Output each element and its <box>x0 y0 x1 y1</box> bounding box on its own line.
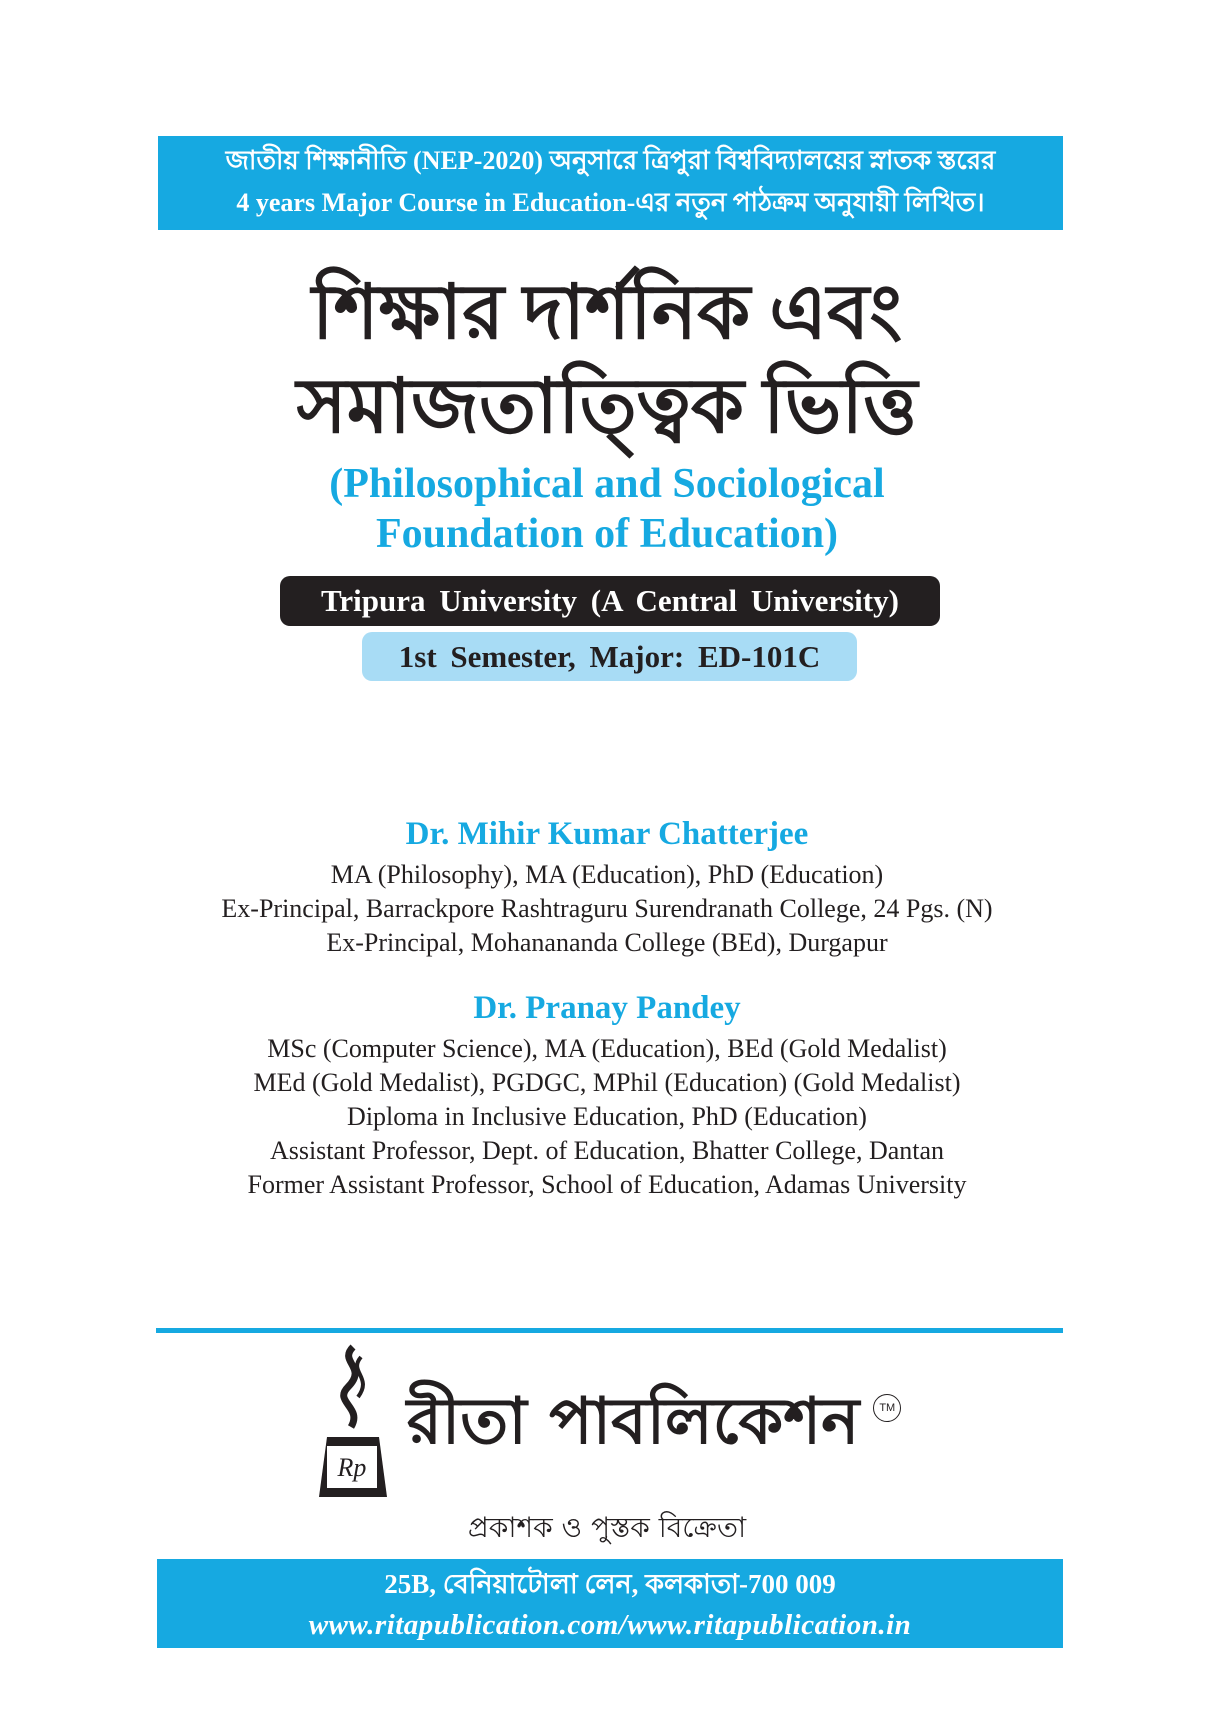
author-credential: MEd (Gold Medalist), PGDGC, MPhil (Education) (Gold Medalist) <box>253 1068 961 1097</box>
author-credential: Diploma in Inclusive Education, PhD (Education) <box>347 1102 867 1131</box>
english-title-line-1: (Philosophical and Sociological <box>329 461 885 507</box>
publisher-address: 25B, বেনিয়াটোলা লেন, কলকাতা-700 009 <box>384 1569 836 1599</box>
book-title-bengali <box>0 266 1214 454</box>
divider <box>156 1328 1063 1333</box>
university-badge: Tripura University (A Central University) <box>280 576 940 626</box>
svg-text:Rp: Rp <box>337 1453 367 1482</box>
banner-line-2: 4 years Major Course in Education-এর নতুন পাঠক্রম অনুযায়ী লিখিত। <box>236 188 985 217</box>
author-credential: Ex-Principal, Barrackpore Rashtraguru Surendranath College, 24 Pgs. (N) <box>221 894 993 923</box>
author-credential: Former Assistant Professor, School of Education, Adamas University <box>247 1170 967 1199</box>
author-credential: MA (Philosophy), MA (Education), PhD (Education) <box>330 860 884 889</box>
book-title-english <box>0 459 1214 559</box>
nep-banner <box>158 136 1063 230</box>
author-name: Dr. Mihir Kumar Chatterjee <box>405 816 809 852</box>
publisher-contact-band <box>157 1559 1063 1648</box>
publisher-brand <box>0 1342 1214 1502</box>
author-name: Dr. Pranay Pandey <box>473 990 741 1026</box>
author-credential: MSc (Computer Science), MA (Education), BEd (Gold Medalist) <box>267 1034 947 1063</box>
banner-line-1: জাতীয় শিক্ষানীতি (NEP-2020) অনুসারে ত্রিপুরা বিশ্ববিদ্যালয়ের স্নাতক স্তরের <box>225 146 996 175</box>
publisher-logo-icon <box>313 1342 393 1502</box>
publisher-tagline: প্রকাশক ও পুস্তক বিক্রেতা <box>467 1511 747 1544</box>
title-line-2: সমাজতাত্ত্বিক ভিত্তি <box>296 365 918 449</box>
publisher-website: www.ritapublication.com/www.ritapublication.in <box>308 1609 912 1641</box>
author-credential: Assistant Professor, Dept. of Education, Bhatter College, Dantan <box>269 1136 945 1165</box>
publisher-name: রীতা পাবলিকেশন <box>406 1385 860 1459</box>
semester-badge: 1st Semester, Major: ED-101C <box>362 632 857 681</box>
author-2 <box>0 988 1214 1202</box>
title-line-1: শিক্ষার দার্শনিক এবং <box>311 271 903 355</box>
trademark-symbol: TM <box>873 1394 901 1422</box>
author-1 <box>0 814 1214 960</box>
author-credential: Ex-Principal, Mohanananda College (BEd), Durgapur <box>326 928 888 957</box>
english-title-line-2: Foundation of Education) <box>375 511 839 557</box>
